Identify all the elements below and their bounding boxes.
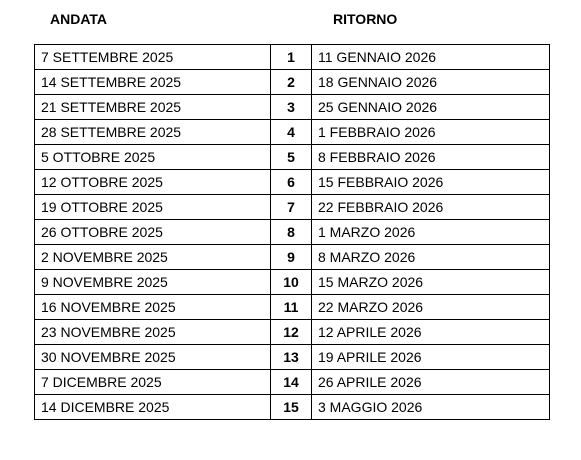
ritorno-date-cell: 22 MARZO 2026 [312, 295, 550, 320]
andata-heading: ANDATA [50, 11, 108, 27]
round-number-cell: 11 [271, 295, 312, 320]
schedule-table [34, 44, 550, 420]
ritorno-date-cell: 12 APRILE 2026 [312, 320, 550, 345]
andata-date-cell: 30 NOVEMBRE 2025 [35, 345, 271, 370]
round-number-cell: 7 [271, 195, 312, 220]
andata-date-cell: 9 NOVEMBRE 2025 [35, 270, 271, 295]
ritorno-date-cell: 19 APRILE 2026 [312, 345, 550, 370]
table-row [35, 345, 550, 370]
table-row [35, 145, 550, 170]
table-row [35, 295, 550, 320]
ritorno-date-cell: 1 MARZO 2026 [312, 220, 550, 245]
round-number-cell: 4 [271, 120, 312, 145]
andata-date-cell: 21 SETTEMBRE 2025 [35, 95, 271, 120]
round-number-cell: 1 [271, 45, 312, 70]
table-row [35, 195, 550, 220]
ritorno-date-cell: 3 MAGGIO 2026 [312, 395, 550, 420]
ritorno-date-cell: 8 MARZO 2026 [312, 245, 550, 270]
round-number-cell: 2 [271, 70, 312, 95]
round-number-cell: 10 [271, 270, 312, 295]
schedule-body [35, 45, 550, 420]
ritorno-date-cell: 18 GENNAIO 2026 [312, 70, 550, 95]
round-number-cell: 8 [271, 220, 312, 245]
ritorno-date-cell: 8 FEBBRAIO 2026 [312, 145, 550, 170]
round-number-cell: 13 [271, 345, 312, 370]
andata-date-cell: 28 SETTEMBRE 2025 [35, 120, 271, 145]
ritorno-date-cell: 1 FEBBRAIO 2026 [312, 120, 550, 145]
table-row [35, 170, 550, 195]
round-number-cell: 9 [271, 245, 312, 270]
ritorno-date-cell: 25 GENNAIO 2026 [312, 95, 550, 120]
andata-date-cell: 7 SETTEMBRE 2025 [35, 45, 271, 70]
table-row [35, 120, 550, 145]
round-number-cell: 12 [271, 320, 312, 345]
round-number-cell: 14 [271, 370, 312, 395]
andata-date-cell: 12 OTTOBRE 2025 [35, 170, 271, 195]
andata-date-cell: 14 DICEMBRE 2025 [35, 395, 271, 420]
table-row [35, 95, 550, 120]
ritorno-date-cell: 26 APRILE 2026 [312, 370, 550, 395]
andata-date-cell: 14 SETTEMBRE 2025 [35, 70, 271, 95]
table-row [35, 370, 550, 395]
andata-date-cell: 26 OTTOBRE 2025 [35, 220, 271, 245]
ritorno-date-cell: 15 MARZO 2026 [312, 270, 550, 295]
ritorno-date-cell: 15 FEBBRAIO 2026 [312, 170, 550, 195]
ritorno-date-cell: 22 FEBBRAIO 2026 [312, 195, 550, 220]
andata-date-cell: 5 OTTOBRE 2025 [35, 145, 271, 170]
round-number-cell: 5 [271, 145, 312, 170]
andata-date-cell: 7 DICEMBRE 2025 [35, 370, 271, 395]
round-number-cell: 6 [271, 170, 312, 195]
ritorno-date-cell: 11 GENNAIO 2026 [312, 45, 550, 70]
andata-date-cell: 23 NOVEMBRE 2025 [35, 320, 271, 345]
table-row [35, 220, 550, 245]
table-row [35, 320, 550, 345]
table-row [35, 395, 550, 420]
table-row [35, 270, 550, 295]
table-row [35, 45, 550, 70]
round-number-cell: 15 [271, 395, 312, 420]
round-number-cell: 3 [271, 95, 312, 120]
andata-date-cell: 19 OTTOBRE 2025 [35, 195, 271, 220]
table-row [35, 245, 550, 270]
andata-date-cell: 16 NOVEMBRE 2025 [35, 295, 271, 320]
andata-date-cell: 2 NOVEMBRE 2025 [35, 245, 271, 270]
table-row [35, 70, 550, 95]
ritorno-heading: RITORNO [333, 11, 398, 27]
